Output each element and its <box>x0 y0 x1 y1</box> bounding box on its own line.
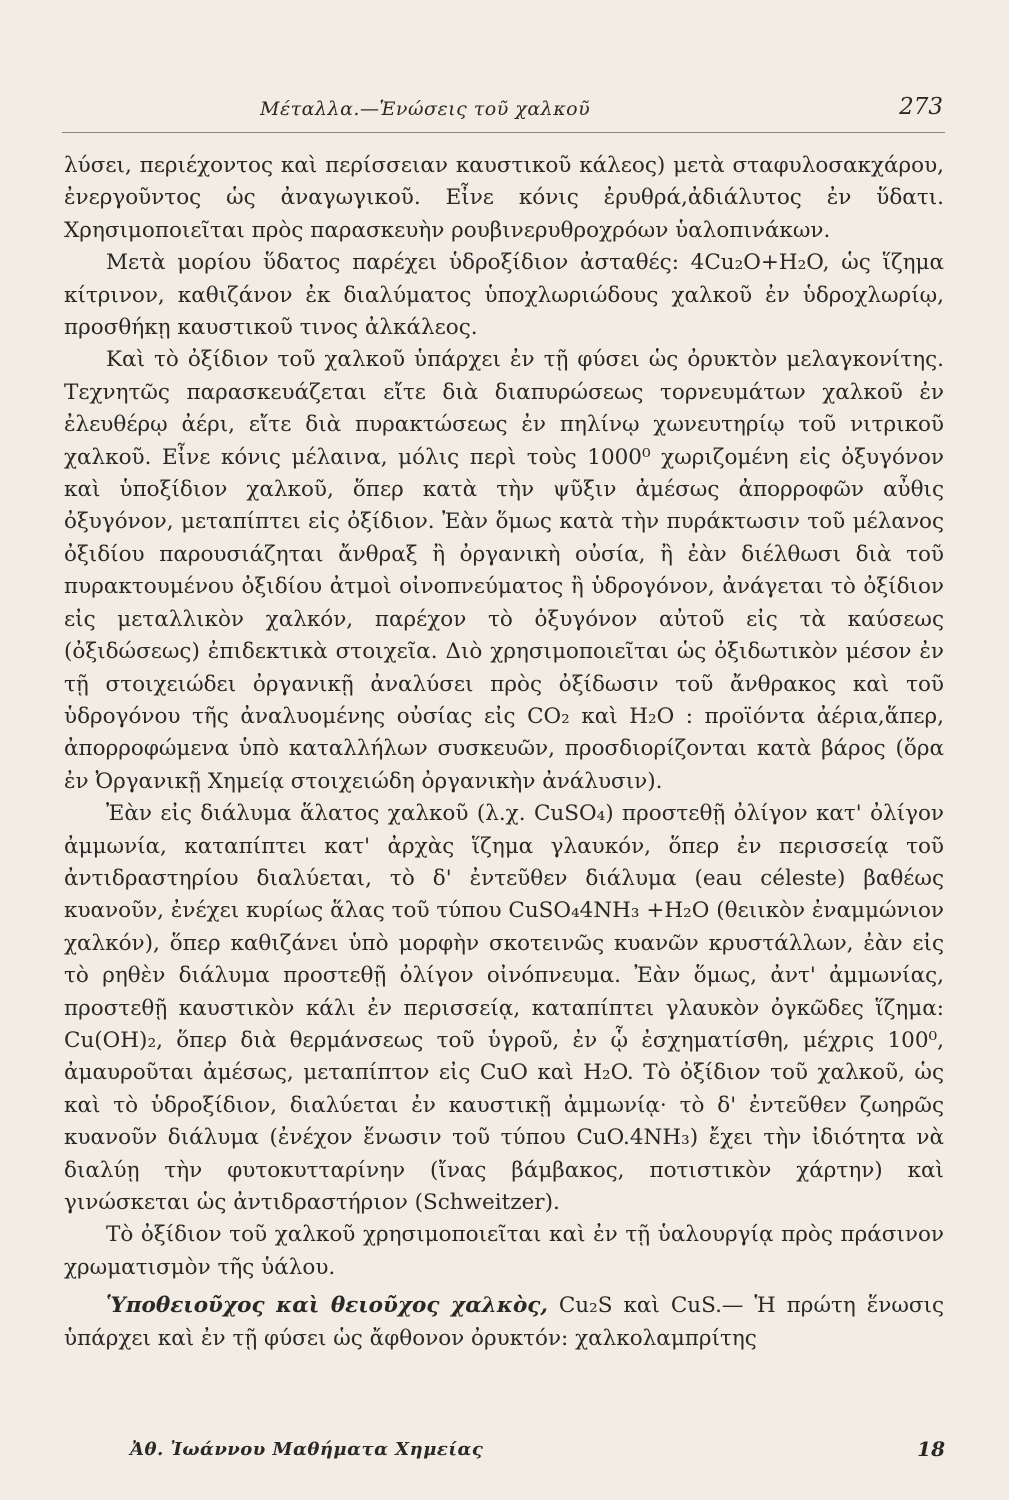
section-text: Cu₂S καὶ CuS.— Ἡ πρώτη ἕνωσις ὑπάρχει καὶ ἐν τῇ φύσει ὡς ἄφθονον ὀρυκτόν: χαλκολαμπρίτης <box>64 1293 944 1351</box>
section-heading: Ὑποθειοῦχος καὶ θειοῦχος χαλκὸς, <box>106 1293 548 1319</box>
body-text <box>64 150 944 1355</box>
page-number: 273 <box>899 94 943 120</box>
paragraph: Τὸ ὀξίδιον τοῦ χαλκοῦ χρησιμοποιεῖται καὶ ἐν τῇ ὑαλουργίᾳ πρὸς πράσινον χρωματισμὸν τῆς ὑάλου. <box>64 1222 944 1280</box>
running-title: Μέταλλα.—Ἑνώσεις τοῦ χαλκοῦ <box>260 98 591 120</box>
paragraph: Ἐὰν εἰς διάλυμα ἅλατος χαλκοῦ (λ.χ. CuSO₄) προστεθῇ ὀλίγον κατ' ὀλίγον ἀμμωνία, καταπίπτει κατ' ἀρχὰς ἵζημα γλαυκόν, ὅπερ ἐν περισσείᾳ τοῦ ἀντιδραστηρίου διαλύεται, τὸ δ' ἐντεῦθεν διάλυμα (eau céleste) βαθέως κυανοῦν, ἐνέχει κυρίως ἅλας τοῦ τύπου CuSO₄4NH₃ +H₂O (θειικὸν ἐναμμώνιον χαλκόν), ὅπερ καθιζάνει ὑπὸ μορφὴν σκοτεινῶς κυανῶν κρυστάλλων, ἐὰν εἰς τὸ ρηθὲν διάλυμα προστεθῇ ὀλίγον οἰνόπνευμα. Ἐὰν ὅμως, ἀντ' ἀμμωνίας, προστεθῇ καυστικὸν κάλι ἐν περισσείᾳ, καταπίπτει γλαυκὸν ὀγκῶδες ἵζημα: Cu(OH)₂, ὅπερ διὰ θερμάνσεως τοῦ ὑγροῦ, ἐν ᾧ ἐσχηματίσθη, μέχρις 100⁰, ἀμαυροῦται ἀμέσως, μεταπίπτον εἰς CuO καὶ H₂O. Τὸ ὀξίδιον τοῦ χαλκοῦ, ὡς καὶ τὸ ὑδροξίδιον, διαλύεται ἐν καυστικῇ ἀμμωνίᾳ· τὸ δ' ἐντεῦθεν ζωηρῶς κυανοῦν διάλυμα (ἐνέχον ἕνωσιν τοῦ τύπου CuO.4NH₃) ἔχει τὴν ἰδιότητα νὰ διαλύῃ τὴν φυτοκυτταρίνην (ἴνας βάμβακος, ποτιστικὸν χάρτην) καὶ γινώσκεται ὡς ἀντιδραστήριον (Schweitzer). <box>64 801 944 1215</box>
paragraph: Μετὰ μορίου ὕδατος παρέχει ὑδροξίδιον ἀσταθές: 4Cu₂O+H₂O, ὡς ἵζημα κίτρινον, καθιζάνον ἐκ διαλύματος ὑποχλωριώδους χαλκοῦ ἐν ὑδροχλωρίῳ, προσθήκῃ καυστικοῦ τινος ἀλκάλεος. <box>64 250 944 341</box>
paragraph: λύσει, περιέχοντος καὶ περίσσειαν καυστικοῦ κάλεος) μετὰ σταφυλοσακχάρου, ἐνεργοῦντος ὡς ἀναγωγικοῦ. Εἶνε κόνις ἐρυθρά,ἀδιάλυτος ἐν ὕδατι. Χρησιμοποιεῖται πρὸς παρασκευὴν ρουβινερυθροχρόων ὑαλοπινάκων. <box>64 153 944 243</box>
running-header <box>62 92 945 133</box>
section-paragraph <box>64 1290 944 1355</box>
signature-number: 18 <box>917 1437 945 1461</box>
footer <box>130 1435 945 1469</box>
book-title: Ἀθ. Ἰωάννου Μαθήματα Χημείας <box>130 1439 484 1460</box>
paragraph: Καὶ τὸ ὀξίδιον τοῦ χαλκοῦ ὑπάρχει ἐν τῇ φύσει ὡς ὀρυκτὸν μελαγκονίτης. Τεχνητῶς παρασκευάζεται εἴτε διὰ διαπυρώσεως τορνευμάτων χαλκοῦ ἐν ἐλευθέρῳ ἀέρι, εἴτε διὰ πυρακτώσεως ἐν πηλίνῳ χωνευτηρίῳ τοῦ νιτρικοῦ χαλκοῦ. Εἶνε κόνις μέλαινα, μόλις περὶ τοὺς 1000⁰ χωριζομένη εἰς ὀξυγόνον καὶ ὑποξίδιον χαλκοῦ, ὅπερ κατὰ τὴν ψῦξιν ἀμέσως ἀπορροφῶν αὖθις ὀξυγόνον, μεταπίπτει εἰς ὀξίδιον. Ἐὰν ὅμως κατὰ τὴν πυράκτωσιν τοῦ μέλανος ὀξιδίου παρουσιάζηται ἄνθραξ ἢ ὀργανικὴ οὐσία, ἢ ἐὰν διέλθωσι διὰ τοῦ πυρακτουμένου ὀξιδίου ἀτμοὶ οἰνοπνεύματος ἢ ὑδρογόνον, ἀνάγεται τὸ ὀξίδιον εἰς μεταλλικὸν χαλκόν, παρέχον τὸ ὀξυγόνον αὐτοῦ εἰς τὰ καύσεως (ὀξιδώσεως) ἐπιδεκτικὰ στοιχεῖα. Διὸ χρησιμοποιεῖται ὡς ὀξιδωτικὸν μέσον ἐν τῇ στοιχειώδει ὀργανικῇ ἀναλύσει πρὸς ὀξίδωσιν τοῦ ἄνθρακος καὶ τοῦ ὑδρογόνου τῆς ἀναλυομένης οὐσίας εἰς CO₂ καὶ H₂O : προϊόντα ἀέρια,ἅπερ, ἀπορροφώμενα ὑπὸ καταλλήλων συσκευῶν, προσδιορίζονται κατὰ βάρος (ὅρα ἐν Ὀργανικῇ Χημείᾳ στοιχειώδη ὀργανικὴν ἀνάλυσιν). <box>64 347 944 794</box>
